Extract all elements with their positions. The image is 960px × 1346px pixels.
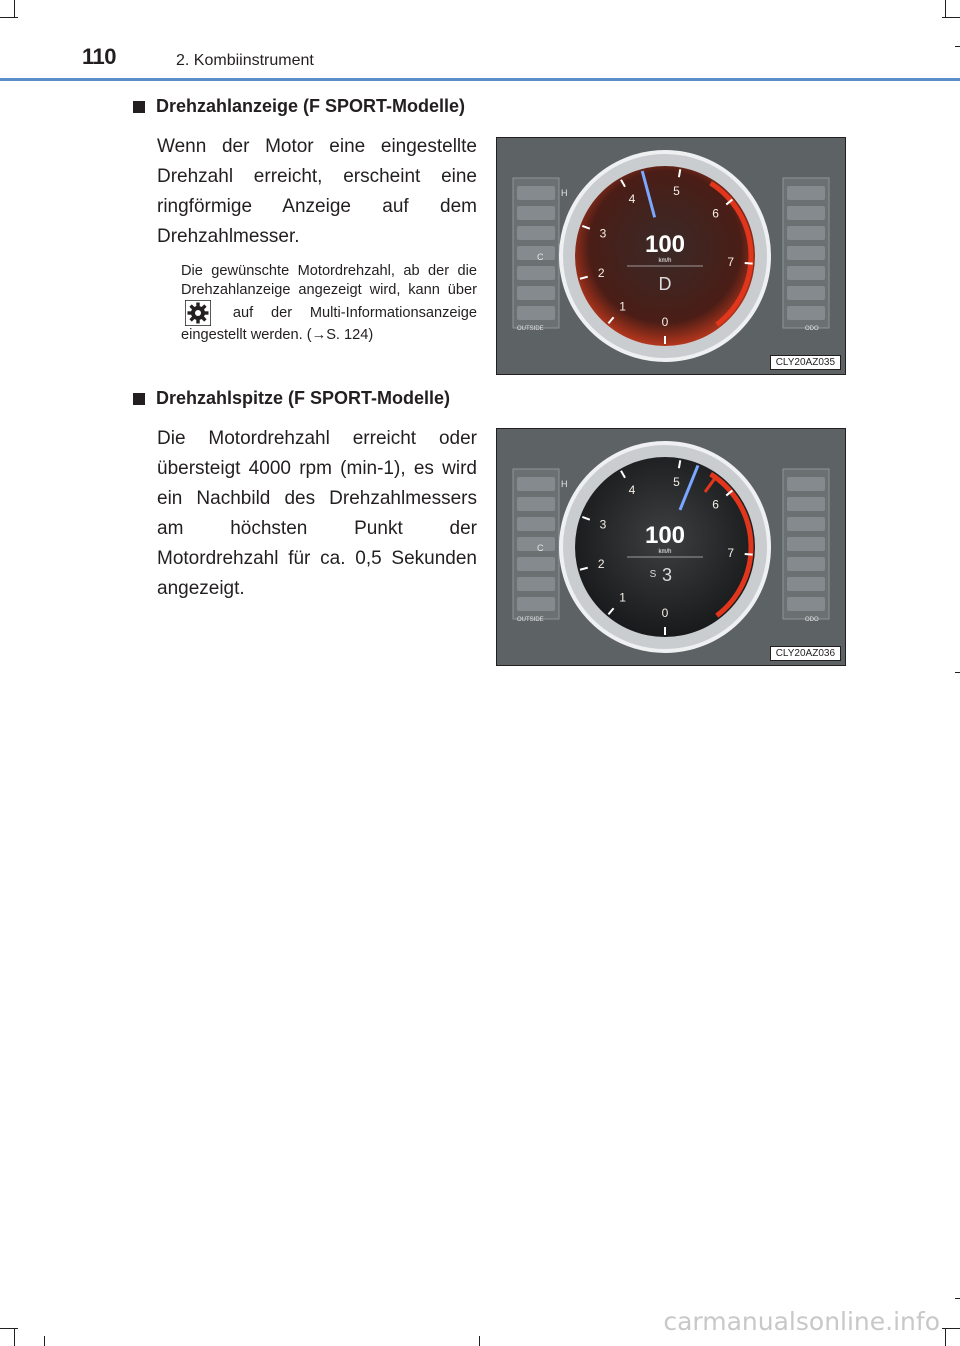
- gear-indicator: 3: [661, 565, 673, 585]
- figure-code: CLY20AZ036: [770, 646, 841, 661]
- section-heading: [133, 96, 465, 117]
- speed-value: 100: [644, 522, 686, 549]
- speed-unit: km/h: [658, 258, 672, 264]
- odo-label: ODO: [805, 326, 819, 332]
- crop-mark: [955, 672, 960, 673]
- odo-label: ODO: [805, 617, 819, 623]
- crop-mark: [479, 1336, 480, 1346]
- rpm-tick: [679, 169, 680, 177]
- rpm-label: 7: [727, 545, 735, 560]
- temp-high-label: H: [561, 188, 568, 198]
- rpm-label: 1: [619, 299, 626, 314]
- rpm-label: 7: [727, 254, 735, 269]
- section-body: Die Motordrehzahl erreicht oder übersteigt 4000 rpm (min-1), es wird ein Nachbild des Drehzahlmessers am höchsten Punkt der Motordrehzahl für ca. 0,5 Sekunden angezeigt.: [157, 428, 477, 599]
- watermark: carmanualsonline.info: [663, 1307, 940, 1336]
- rpm-label: 4: [628, 191, 636, 206]
- rpm-label: 2: [597, 266, 605, 281]
- crop-mark: [955, 46, 960, 47]
- section-heading-text: Drehzahlspitze (F SPORT-Modelle): [156, 388, 451, 408]
- section-heading-text: Drehzahlanzeige (F SPORT-Modelle): [156, 96, 466, 116]
- rpm-label: 5: [673, 184, 680, 199]
- square-bullet-icon: [133, 101, 145, 113]
- crop-mark: [942, 1328, 960, 1329]
- rpm-label: 1: [619, 590, 626, 605]
- cluster-figure-rpm-peak: [496, 428, 846, 666]
- section-body: Wenn der Motor eine eingestellte Drehzahl erreicht, erscheint eine ringförmige Anzeige auf dem Drehzahlmesser.: [157, 136, 477, 247]
- page-number: 110: [82, 44, 116, 69]
- outside-label: OUTSIDE: [517, 326, 544, 332]
- rpm-label: 6: [712, 206, 719, 221]
- crop-mark: [0, 1328, 18, 1329]
- rpm-label: 5: [673, 475, 680, 490]
- rpm-label: 6: [712, 497, 719, 512]
- gear-icon: [185, 300, 211, 326]
- rpm-label: 4: [628, 482, 636, 497]
- rpm-tick: [745, 554, 753, 555]
- rpm-label: 2: [597, 557, 605, 572]
- rpm-label: 0: [661, 315, 669, 329]
- rpm-label: 0: [661, 606, 669, 620]
- rpm-label: 3: [599, 517, 607, 532]
- note-text-1: Die gewünschte Motordrehzahl, ab der die Drehzahlanzeige angezeigt wird, kann über: [181, 263, 477, 298]
- gear-indicator: D: [658, 274, 672, 294]
- crop-mark: [945, 1328, 946, 1346]
- crop-mark: [942, 17, 960, 18]
- figure-code: CLY20AZ035: [770, 355, 841, 370]
- section-heading: [133, 388, 450, 409]
- crop-mark: [44, 1336, 45, 1346]
- temp-low-label: C: [537, 543, 544, 553]
- rpm-tick: [679, 460, 680, 468]
- temp-high-label: H: [561, 479, 568, 489]
- section-note: [181, 262, 477, 345]
- crop-mark: [14, 1328, 15, 1346]
- rpm-label: 3: [599, 226, 607, 241]
- header-rule: [0, 78, 960, 81]
- rpm-tick: [745, 263, 753, 264]
- outside-label: OUTSIDE: [517, 617, 544, 623]
- crop-mark: [14, 0, 15, 18]
- speed-unit: km/h: [658, 549, 672, 555]
- note-text-2: auf der Multi-Informationsanzeige eingestellt werden. (→S. 124): [181, 304, 477, 343]
- temp-low-label: C: [537, 252, 544, 262]
- speed-value: 100: [644, 231, 686, 258]
- crop-mark: [0, 17, 18, 18]
- square-bullet-icon: [133, 393, 145, 405]
- crop-mark: [955, 1298, 960, 1299]
- chapter-title: 2. Kombiinstrument: [176, 52, 314, 69]
- gear-prefix: S: [649, 569, 657, 580]
- cluster-figure-rpm-indicator: [496, 137, 846, 375]
- crop-mark: [945, 0, 946, 18]
